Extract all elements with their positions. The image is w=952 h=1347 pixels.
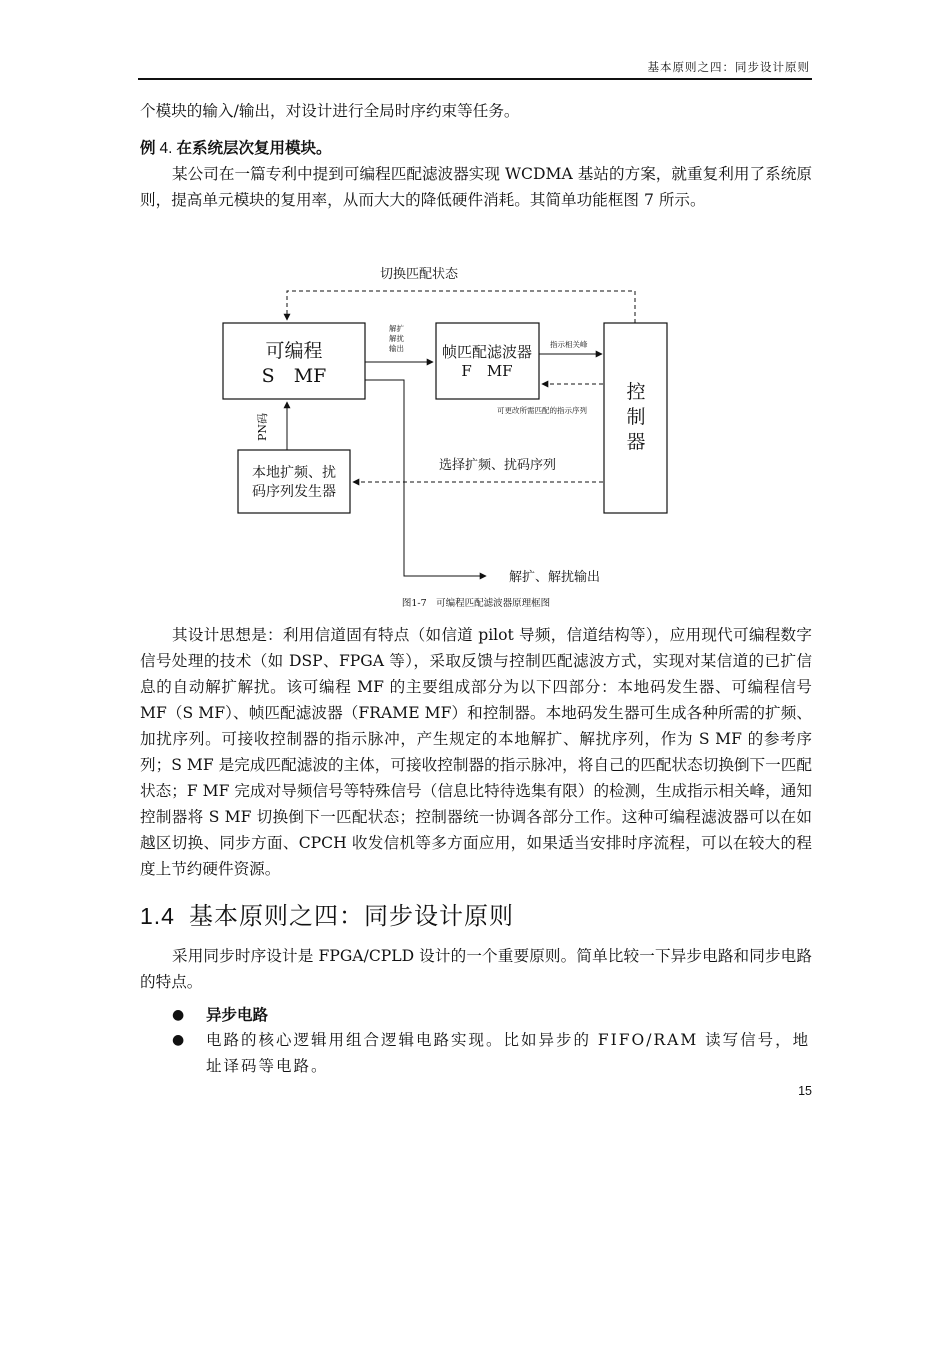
example-number: 4. xyxy=(159,140,173,157)
header-rule xyxy=(138,78,812,80)
controller-char-1: 控 xyxy=(626,381,646,403)
correlation-peak-label: 指示相关峰 xyxy=(550,340,588,349)
smf-box-line2: S MF xyxy=(261,365,327,387)
pn-label: PN码 xyxy=(256,412,269,442)
section-title: 基本原则之四：同步设计原则 xyxy=(188,902,514,930)
smf-box xyxy=(223,323,365,399)
example-paragraph: 某公司在一篇专利中提到可编程匹配滤波器实现 WCDMA 基站的方案，就重复利用了系统原则，提高单元模块的复用率，从而大大的降低硬件消耗。其简单功能框图 7 所示。 xyxy=(140,165,812,209)
select-sequence-label: 选择扩频、扰码序列 xyxy=(439,458,557,473)
generator-box xyxy=(238,450,350,513)
bullet-dot-icon: ● xyxy=(172,1032,185,1048)
bullet-text: 异步电路 xyxy=(206,1006,269,1024)
figure-caption: 图1-7 可编程匹配滤波器原理框图 xyxy=(401,598,551,609)
despread-label-1: 解扩 xyxy=(389,324,404,333)
feedback-loop-dashed xyxy=(287,291,635,323)
bullet-text: 电路的核心逻辑用组合逻辑电路实现。比如异步的 FIFO/RAM 读写信号，地址译码等电路。 xyxy=(206,1031,811,1075)
example-title: 在系统层次复用模块。 xyxy=(176,139,332,157)
example-label: 例 xyxy=(140,139,156,157)
section-paragraph: 采用同步时序设计是 FPGA/CPLD 设计的一个重要原则。简单比较一下异步电路和同步电路的特点。 xyxy=(140,947,812,991)
smf-box-line1: 可编程 xyxy=(265,340,323,362)
fmf-box-line2: F MF xyxy=(461,362,513,380)
despread-label-3: 输出 xyxy=(389,344,404,353)
controller-box xyxy=(604,323,667,513)
design-paragraph: 其设计思想是：利用信道固有特点（如信道 pilot 导频，信道结构等），应用现代可编程数字信号处理的技术（如 DSP、FPGA 等），采取反馈与控制匹配滤波方式，实现对某信道的已扩信息的自动解扩解扰。该可编程 MF 的主要组成部分为以下四部分：本地码发生器、可编程信号 MF（S MF）、帧匹配滤波器（FRAME MF）和控制器。本地码发生器可生成各种所需的扩频、加扰序列。可接收控制器的指示脉冲，产生规定的本地解扩、解扰序列，作为 S MF 的参考序列；S MF 是完成匹配滤波的主体，可接收控制器的指示脉冲，将自己的匹配状态切换倒下一匹配状态；F MF 完成对导频信号等特殊信号（信息比特待选集有限）的检测，生成指示相关峰，通知控制器将 S MF 切换倒下一匹配状态；控制器统一协调各部分工作。这种可编程滤波器可以在如越区切换、同步方面、CPCH 收发信机等多方面应用，如果适当安排时序流程，可以在较大的程度上节约硬件资源。 xyxy=(140,626,812,878)
change-sequence-label: 可更改所需匹配的指示序列 xyxy=(497,406,587,415)
page-number: 15 xyxy=(798,1084,812,1098)
fmf-box xyxy=(436,323,539,399)
intro-line: 个模块的输入/输出，对设计进行全局时序约束等任务。 xyxy=(140,102,520,120)
fmf-box-line1: 帧匹配滤波器 xyxy=(441,343,533,361)
section-number: 1.4 xyxy=(140,903,175,929)
generator-box-line2: 码序列发生器 xyxy=(252,484,336,500)
section-heading xyxy=(140,896,514,931)
output-line xyxy=(365,380,486,576)
output-label: 解扩、解扰输出 xyxy=(509,570,601,585)
top-feedback-label: 切换匹配状态 xyxy=(380,267,459,282)
controller-char-3: 器 xyxy=(626,431,646,453)
generator-box-line1: 本地扩频、扰 xyxy=(252,465,336,481)
bullet-dot-icon: ● xyxy=(172,1007,185,1023)
controller-char-2: 制 xyxy=(626,406,646,428)
example-heading xyxy=(140,137,331,160)
despread-label-2: 解扰 xyxy=(389,334,404,343)
running-header: 基本原则之四：同步设计原则 xyxy=(647,60,810,74)
